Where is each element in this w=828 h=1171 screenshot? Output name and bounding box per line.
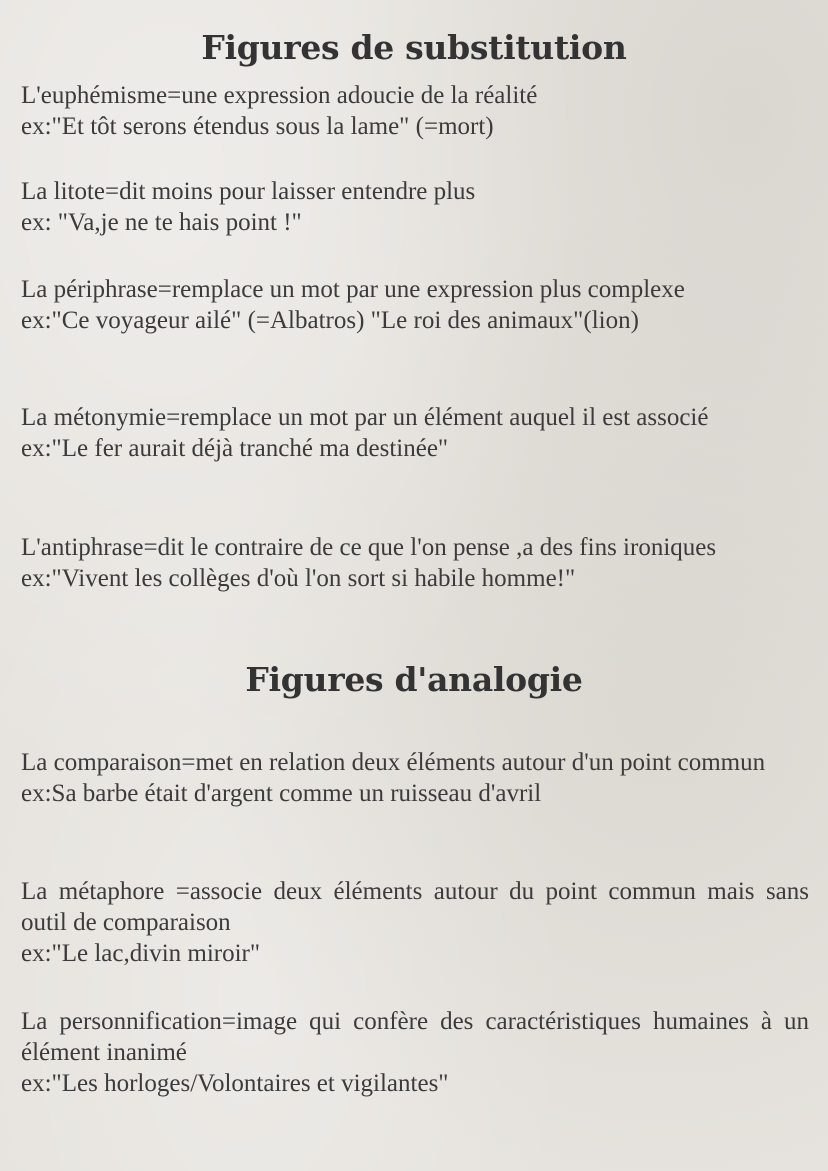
entry-periphrase (21, 274, 809, 336)
section-title-substitution: Figures de substitution (201, 28, 627, 67)
entry-definition: La métaphore =associe deux éléments autour du point commun mais sans outil de comparaison (21, 878, 809, 936)
entry-personnification (21, 1006, 809, 1099)
entry-definition: La personnification=image qui confère des caractéristiques humaines à un élément inanimé (21, 1008, 809, 1066)
entry-definition: La métonymie=remplace un mot par un élément auquel il est associé (21, 404, 709, 431)
entry-antiphrase (21, 532, 809, 594)
entry-definition: La comparaison=met en relation deux éléments autour d'un point commun (21, 749, 766, 776)
entry-definition: La périphrase=remplace un mot par une expression plus complexe (21, 276, 685, 303)
entry-comparaison (21, 747, 809, 809)
entry-example: ex:"Les horloges/Volontaires et vigilantes" (21, 1070, 449, 1097)
entry-example: ex:"Ce voyageur ailé" (=Albatros) "Le roi des animaux"(lion) (21, 307, 639, 334)
entry-definition: L'antiphrase=dit le contraire de ce que l'on pense ,a des fins ironiques (21, 534, 717, 561)
entry-example: ex:Sa barbe était d'argent comme un ruisseau d'avril (21, 780, 542, 807)
entry-definition: L'euphémisme=une expression adoucie de la réalité (21, 82, 538, 109)
entry-metaphore (21, 876, 809, 969)
entry-euphemisme (21, 80, 809, 142)
entry-example: ex:"Le fer aurait déjà tranché ma destinée" (21, 435, 449, 462)
entry-litote (21, 176, 809, 238)
entry-example: ex: "Va,je ne te hais point !" (21, 209, 302, 236)
entry-example: ex:"Le lac,divin miroir" (21, 940, 261, 967)
section-title-analogie: Figures d'analogie (245, 660, 583, 699)
entry-metonymie (21, 402, 809, 464)
entry-definition: La litote=dit moins pour laisser entendre plus (21, 178, 476, 205)
entry-example: ex:"Vivent les collèges d'où l'on sort si habile homme!" (21, 565, 576, 592)
entry-example: ex:"Et tôt serons étendus sous la lame" (=mort) (21, 113, 494, 140)
